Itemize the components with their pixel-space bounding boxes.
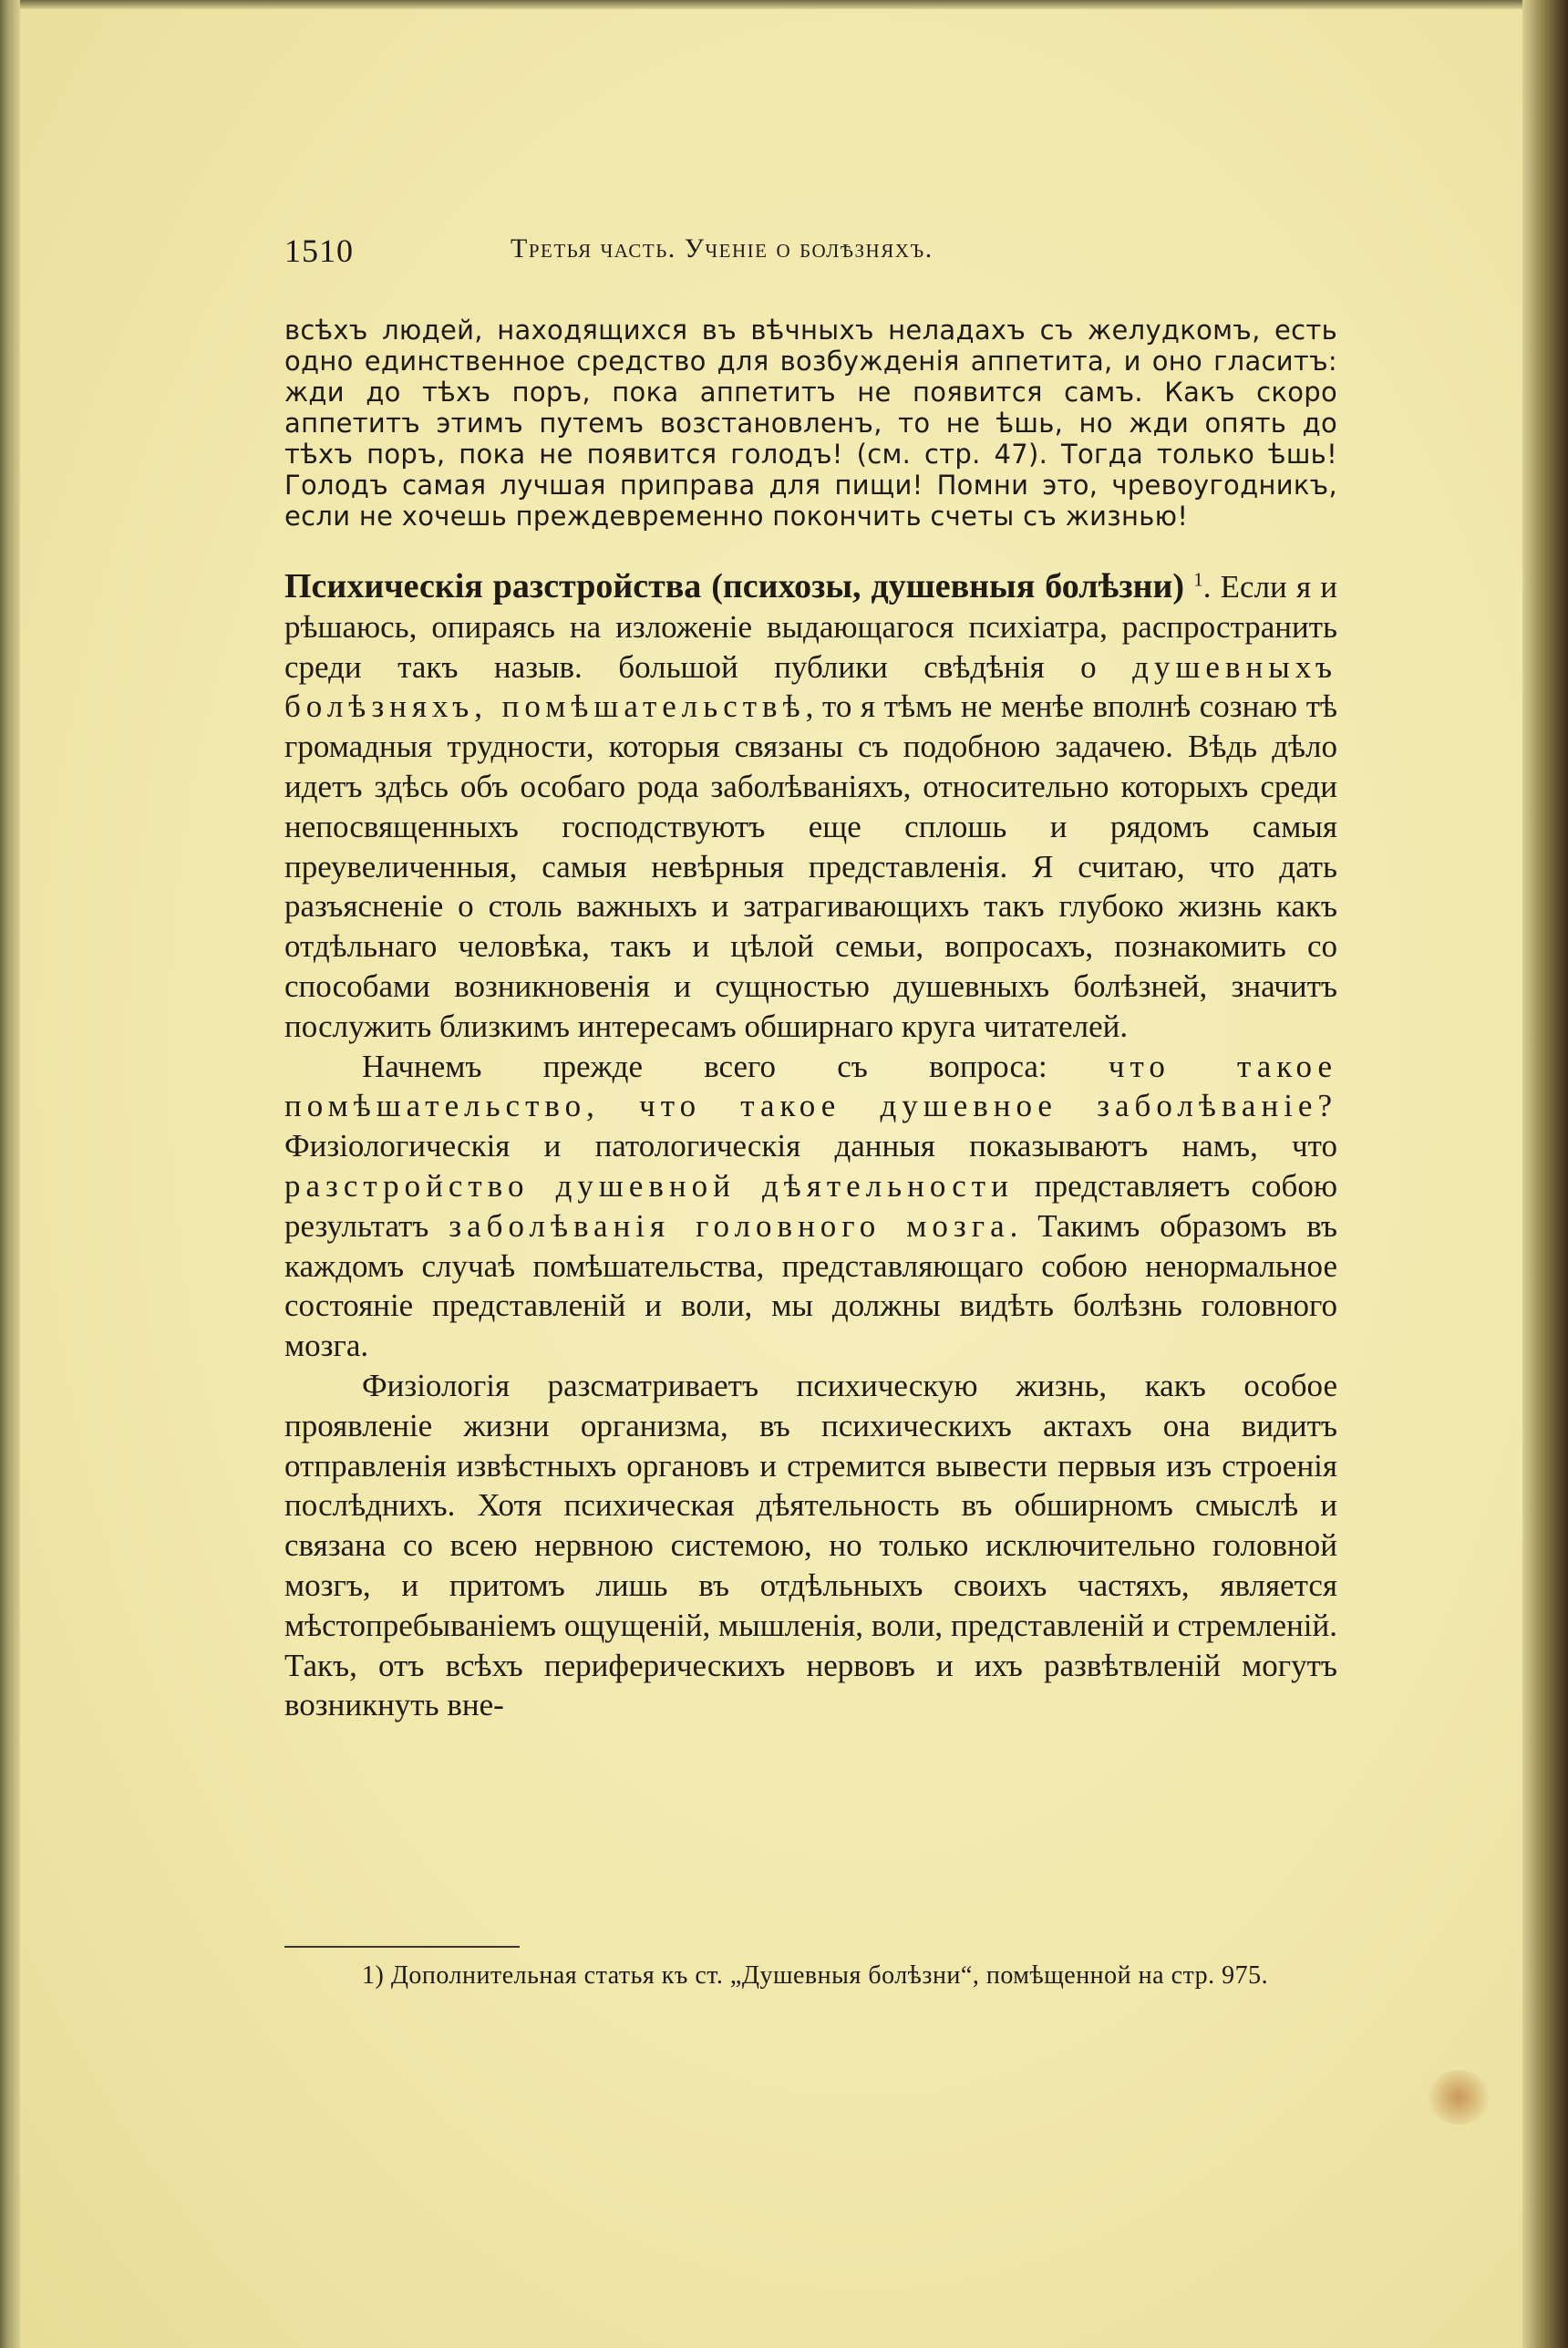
page-number: 1510 bbox=[284, 233, 354, 269]
section-title: Психическія разстройства (психозы, душевныя болѣзни) bbox=[284, 567, 1185, 605]
intro-paragraph: всѣхъ людей, находящихся въ вѣчныхъ неладахъ съ желудкомъ, есть одно единственное средство для возбужденія аппетита, и оно гласитъ: жди до тѣхъ поръ, пока аппетитъ не появится самъ. Какъ скоро аппетитъ этимъ путемъ возстановленъ, то не ѣшь, но жди опять до тѣхъ поръ, пока не появится голодъ! (см. стр. 47). Тогда только ѣшь! Голодъ самая лучшая приправа для пищи! Помни это, чревоугодникъ, если не хочешь преждевременно покончить счеты съ жизнью! bbox=[284, 315, 1337, 532]
section-paragraph-2 bbox=[284, 1047, 1337, 1366]
footnote-text: Дополнительная статья къ ст. „Душевныя болѣзни“, помѣщенной на стр. 975. bbox=[384, 1961, 1269, 1990]
emphasized-term: разстройство душевной дѣятельности bbox=[284, 1167, 1014, 1204]
main-body bbox=[284, 567, 1337, 1725]
paper-stain bbox=[1427, 2070, 1491, 2125]
paragraph-text: , то я тѣмъ не менѣе вполнѣ сознаю тѣ громадныя трудности, которыя связаны съ подобною задачею. Вѣдь дѣло идетъ здѣсь объ особаго рода заболѣваніяхъ, относительно которыхъ среди непосвященныхъ господствуютъ еще сплошь и рядомъ самыя преувеличенныя, самыя невѣрныя представленія. Я считаю, что дать разъясненіе о столь важныхъ и затрагивающихъ такъ глубоко жизнь какъ отдѣльнаго человѣка, такъ и цѣлой семьи, вопросахъ, познакомить со способами возникновенія и сущностью душевныхъ болѣзней, значитъ послужить близкимъ интересамъ обширнаго круга читателей. bbox=[284, 688, 1337, 1044]
paragraph-text: . Если я и рѣшаюсь, опираясь на изложеніе выдающагося психіатра, распространить среди такъ назыв. большой публики свѣдѣнія о bbox=[284, 569, 1337, 685]
emphasized-term: душевныхъ болѣзняхъ, помѣшательствѣ bbox=[284, 648, 1337, 725]
footnote bbox=[284, 1960, 1337, 1991]
emphasized-question: что такое помѣшательство, что такое душевное заболѣваніе? bbox=[284, 1048, 1337, 1124]
paragraph-text: . Такимъ образомъ въ каждомъ случаѣ помѣшательства, представляющаго собою ненормальное состояніе представленій и воли, мы должны видѣть болѣзнь головного мозга. bbox=[284, 1207, 1337, 1364]
footnote-mark: 1) bbox=[362, 1961, 385, 1990]
emphasized-term: заболѣванія головного мозга bbox=[449, 1207, 1010, 1244]
page-top-edge bbox=[0, 0, 1568, 9]
book-spine-edge bbox=[1522, 0, 1568, 2348]
footnote-reference: 1 bbox=[1193, 568, 1203, 591]
page-left-edge bbox=[0, 0, 20, 2348]
paragraph-text: представляетъ собою результатъ bbox=[284, 1167, 1337, 1244]
footnote-divider bbox=[284, 1946, 520, 1948]
paragraph-text: Начнемъ прежде всего съ вопроса: bbox=[362, 1048, 1109, 1084]
paragraph-text: Физіологическія и патологическія данныя показываютъ намъ, что bbox=[284, 1128, 1337, 1164]
section-paragraph-1 bbox=[284, 567, 1337, 1047]
section-paragraph-3: Физіологія разсматриваетъ психическую жизнь, какъ особое проявленіе жизни организма, въ психическихъ актахъ она видитъ отправленія извѣстныхъ органовъ и стремится вывести первыя изъ строенія послѣднихъ. Хотя психическая дѣятельность въ обширномъ смыслѣ и связана со всею нервною системою, но только исключительно головной мозгъ, и притомъ лишь въ отдѣльныхъ своихъ частяхъ, является мѣстопребываніемъ ощущеній, мышленія, воли, представленій и стремленій. Такъ, отъ всѣхъ периферическихъ нервовъ и ихъ развѣтвленій могутъ возникнуть вне- bbox=[284, 1367, 1337, 1723]
page-header bbox=[284, 232, 1333, 286]
running-head: Третья часть. Ученіе о болѣзняхъ. bbox=[511, 233, 934, 264]
